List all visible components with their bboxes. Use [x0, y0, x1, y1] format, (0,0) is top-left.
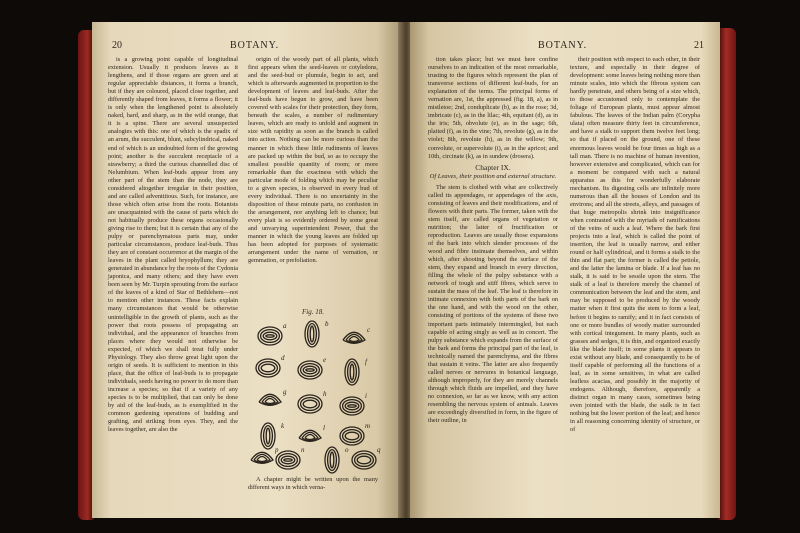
- vernation-section: [345, 359, 359, 385]
- left-col2-text: origin of the woody part of all plants, which first appears when the seed-leaves or cotyledons, and the seed-bud or plumule, begin to act, and which is afterwards augmented in proportion to the development of leaves and leaf-buds. After the leaf-buds have begun to grow, and have been covered with scales for their protection, they form, beneath the scales, a number of rudimentary leaves, which are ready to unfold and augment in size with rapidity as soon as the branch is called into action. Nothing can be more curious than the manner in which these little rudiments of leaves are packed up within the bud, so as to occupy the smallest possible quantity of room; or more remarkable than the exactness with which the particular mode of folding which may be peculiar to a given species, is observed in every bud of every individual. There is no uncertainty in the disposition of these minute parts, no confusion in the arrangement, nor anything left to chance; but every plait is so evidently ordered by some great and unvarying superintendent Power, that the manner in which the young leaves are folded up has been adopted for purposes of systematic arrangement under the name of vernation, or gemmation, or prefoliation.: [248, 56, 378, 265]
- figure-letter: p: [275, 446, 279, 455]
- open-book: [92, 22, 720, 522]
- right-column-1: [428, 56, 558, 512]
- left-col1-text: is a growing point capable of longitudinal extension. Usually it produces leaves as it lengthens, and if those organs are green and at regular appreciable distances, it forms a branch, but if they are coloured, placed close together, and differently shaped from leaves, it forms a flower; it is only when the lengthened point is absolutely naked, hard, and sharp, as in the wild orange, that it is a spine. There are several unsuspected analogies with this: one of which is the spadix of an arum, the succulent, blunt, subcylindrical, naked end of which is an undoubted form of the growing point; another is the succulent receptacle of a strawberry; a third the curious channelled disc of Nelumbium. When leaf-buds appear from any other part of the stem than the node, they are considered altogether irregular in their position, and are called adventitious. Such, for instance, are those which often arise from the roots. Botanists are unacquainted with the cause of parts which do not habitually produce these organs occasionally giving rise to them; but it is certain that any of the pulpy or parenchymatous parts may, under particular circumstances, produce leaf-buds. Thus they are of constant occurrence at the margin of the leaves in the plant called bryophyllum; they are generated in abundance by the roots of the Cydonia japonica, and many others; and they have even been seen by Mr. Turpin sprouting from the surface of the leaves of a kind of Star of Bethlehem—not to mention other instances. These facts explain many circumstances that would be otherwise unintelligible in the growth of plants, such as the power that roots possess of propagating an individual, and the appearance of branches from places where they would not otherwise be expected, of which we shall treat fully under Physiology. They also throw great light upon the origin of seeds. It is sufficient to mention in this place, that the office of leaf-buds is to propagate individuals, seeds having no power to do more than increase a species; so that if a variety of any species is to be multiplied, that can only be done by aid of the leaf-buds, as is exemplified in the common gardening operations of budding and grafting, and striking from eyes. They, and the leaves together, are also the: [108, 56, 238, 434]
- figure-letter: a: [283, 322, 287, 331]
- vernation-section: [299, 430, 321, 441]
- left-page-number: 20: [112, 40, 122, 51]
- figure-letter: q: [377, 446, 381, 455]
- book-right-edge: [718, 28, 736, 520]
- right-running-header: BOTANY.: [538, 40, 588, 51]
- vernation-section: [340, 427, 364, 445]
- right-col1-bottom-text: The stem is clothed with what are collectively called its appendages, or appendages of the axis, consisting of leaves and their modifications, and of flowers with their parts. The former, taken with the stem itself, are called organs of vegetation or nutrition; the latter of fructification or reproduction. Leaves are usually those expansions of the bark into which slender processes of the wood and fibre insinuate themselves, and within which, after shooting beyond the surface of the stem, they expand and branch in every direction, filling the whole of the pulpy substance with a network of tough and stiff fibres, which serve to sustain the mass of the leaf. The leaf is therefore in intimate connexion with both parts of the bark on the one hand, and with the wood on the other, consisting of portions of the systems of these two important parts intimately intermingled, but each capable of acting singly as well as in concert. The pulpy substance which expands from the surface of the bark and forms the principal part of the leaf, is technically named the parenchyma, and the fibres that sustain it veins. The latter are also frequently called nerves or nervures in botanical language, although improperly, for they are merely channels through which fluids are impelled, and they have no connexion, so far as we know, with any action resembling the nervous system of animals. Leaves are exceedingly diversified in form, in the figure of their outline, in: [428, 183, 558, 425]
- left-col2-end-text: A chapter might be written upon the many different ways in which verna-: [248, 476, 378, 492]
- vernation-section: [276, 451, 300, 469]
- right-page: [410, 22, 720, 518]
- vernation-section: [298, 395, 322, 413]
- right-col2-text: their position with respect to each other, in their texture, and especially in their degree of development: some leaves being nothing more than minute scales, into which the fibrous system can hardly penetrate, and others being of a size which, to those accustomed only to contemplate the foliage of European plants, must appear almost fabulous. The leaves of the Indian palm (Corypha ulata) often measure thirty feet in circumference, and have a stalk to support them twelve feet long; so that if placed on the ground, one of these enormous leaves would be four times as high as a tall man. There is no machine of human invention, however extensive and complicated, which can for a moment be compared with such a natural apparatus as this for wonderfully elaborate mechanism. Its digesting cells are infinitely more numerous than all the houses of London and its environs; and all the streets, alleys, and passages of that huge metropolis shrink into insignificance when contrasted with the myriads of ramifications of the veins of such a leaf. Where the bark first projects into a leaf, which is called the point of insertion, the leaf is usually narrow, and either round or half cylindrical, and it forms a stalk to the thin and flat part; the former is called the petiole, and the latter the lamina or blade. If a leaf has no stalk, it is said to be sessile upon the stem. The stalk of a leaf is therefore merely the channel of communication between the leaf and the stem, and may be supposed to be produced by the woody matter when it first quits the stem to form a leaf, before it begins to ramify; and it in fact consists of one or more bundles of woody matter surrounded with cortical integument. In many plants, such as grasses and sedges, it is thin, and organized exactly like the blade itself; in some plants it appears to exist without any blade, and consequently to be of itself capable of performing all the functions of a leaf, as in some sensitives, in what are called leafless acacias, and possibly in the majority of endogens. Although, therefore, apparently a distinct organ in many cases, sometimes being even jointed with the blade, the stalk is in fact nothing but the lower portion of the leaf; and hence in all reasoning concerning identity of structure, or of: [570, 56, 700, 434]
- vernation-section: [325, 447, 339, 473]
- right-column-2: [570, 56, 700, 512]
- figure-letter: o: [345, 446, 349, 455]
- figure-letter: d: [281, 354, 285, 363]
- vernation-section: [340, 397, 364, 415]
- vernation-section: [343, 332, 365, 343]
- right-col1-top-text: tion takes place; but we must here confine ourselves to an indication of the most remarkable, trusting to the figures which represent the plan of transverse sections of different leaf-buds, for an explanation of the terms. The principal forms of vernation are, 1st, the appressed (fig. 18, a), as in mistletoe; 2nd, conduplicate (b), as in the rose; 3d, imbricate (c), as in the lilac; 4th, equitant (d), as in the iris; 5th, obvolute (e), as in the sage; 6th, plaited (f), as in the vine; 7th, revolute (g), as in the violet; 8th, revolute (h), as in the willow; 9th, convolute, or supervolute (i), as in the apricot; and 10th, circinate (k), as in sundew (drosera).: [428, 56, 558, 160]
- figure-letter: n: [301, 446, 305, 455]
- figure-letter: m: [365, 422, 371, 431]
- vernation-section: [261, 423, 275, 449]
- figure-letter: k: [281, 422, 285, 431]
- vernation-section: [305, 321, 319, 347]
- left-running-header: BOTANY.: [230, 40, 280, 51]
- left-page: [92, 22, 402, 518]
- figure-letter: b: [325, 320, 329, 329]
- chapter-title: Of Leaves, their position and external structure.: [429, 172, 557, 180]
- figure-letter: h: [323, 390, 327, 399]
- left-column-2: [248, 56, 381, 512]
- figure-letter: i: [365, 392, 367, 401]
- vernation-section: [256, 359, 280, 377]
- vernation-section: [259, 394, 281, 405]
- chapter-heading: Chapter IX.: [475, 162, 511, 172]
- vernation-section: [298, 361, 322, 379]
- vernation-section: [352, 451, 376, 469]
- vernation-section: [258, 327, 282, 345]
- figure-letter: g: [283, 388, 287, 397]
- right-page-number: 21: [694, 40, 704, 51]
- figure-letter: f: [365, 358, 367, 367]
- left-column-1: [108, 56, 238, 512]
- figure-caption: Fig. 18.: [302, 308, 324, 316]
- figure-letter: l: [323, 424, 325, 433]
- vernation-section: [251, 452, 273, 463]
- vernation-figure: [248, 318, 381, 474]
- figure-letter: c: [367, 326, 371, 335]
- figure-letter: e: [323, 356, 327, 365]
